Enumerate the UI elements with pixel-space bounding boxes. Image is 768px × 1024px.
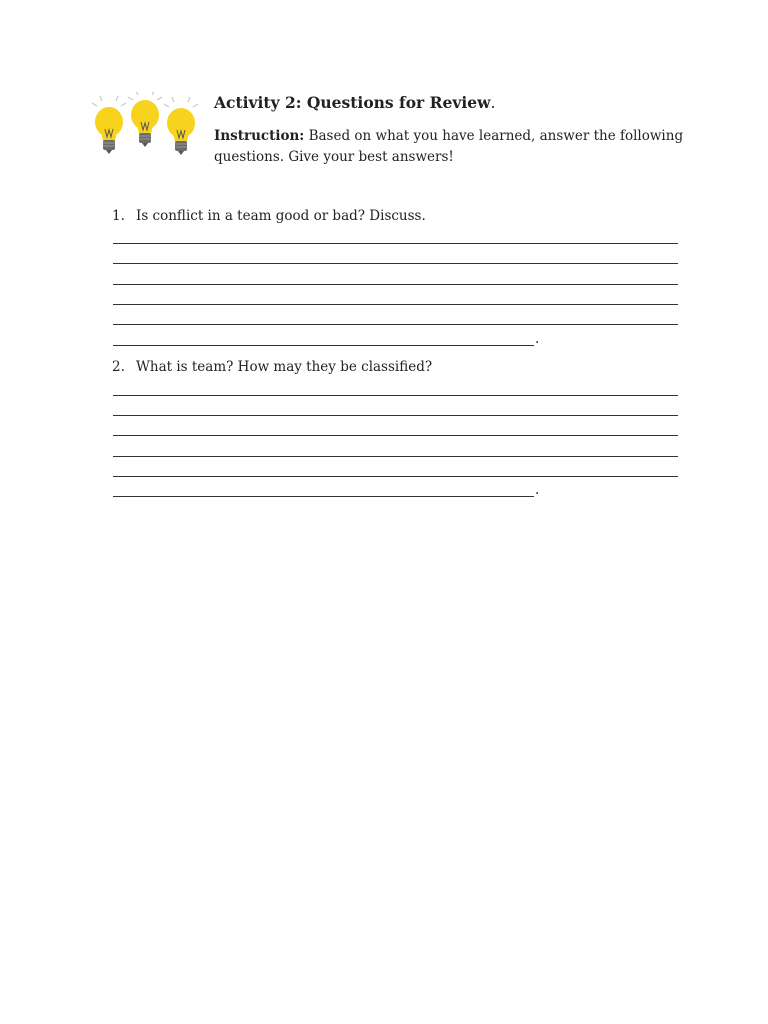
instruction-text: Based on what you have learned, answer the following questions. Give your best answers! [214,128,684,165]
answer-line-1-4[interactable] [113,304,678,305]
bulb-left-icon [92,96,126,154]
light-bulbs-icon [90,92,202,158]
bulb-middle-icon [128,92,162,147]
question-2-number: 2. [112,359,125,375]
answer-line-1-1[interactable] [113,243,678,244]
activity-number: Activity 2 [214,93,296,112]
answer-line-1-2[interactable] [113,263,678,264]
question-1-number: 1. [112,208,125,224]
answer-line-1-6[interactable] [113,345,534,346]
answer-line-2-6[interactable] [113,496,534,497]
question-1-text: Is conflict in a team good or bad? Discuss. [136,208,426,224]
instruction-paragraph [214,126,684,168]
answer-line-2-2[interactable] [113,415,678,416]
instruction-label: Instruction: [214,128,305,144]
answer-line-2-3[interactable] [113,435,678,436]
answer-line-2-4[interactable] [113,456,678,457]
activity-title-period: . [490,94,496,112]
answer-2-period: . [535,482,540,498]
activity-subtitle: Questions for Review [306,93,491,112]
activity-title-separator: : [295,93,302,112]
answer-line-2-5[interactable] [113,476,678,477]
bulb-right-icon [164,97,198,155]
answer-line-1-3[interactable] [113,284,678,285]
question-2-text: What is team? How may they be classified? [136,359,433,375]
answer-1-period: . [535,331,540,347]
answer-line-1-5[interactable] [113,324,678,325]
answer-line-2-1[interactable] [113,395,678,396]
question-1 [112,208,426,224]
question-2 [112,359,432,375]
activity-title [214,93,495,112]
